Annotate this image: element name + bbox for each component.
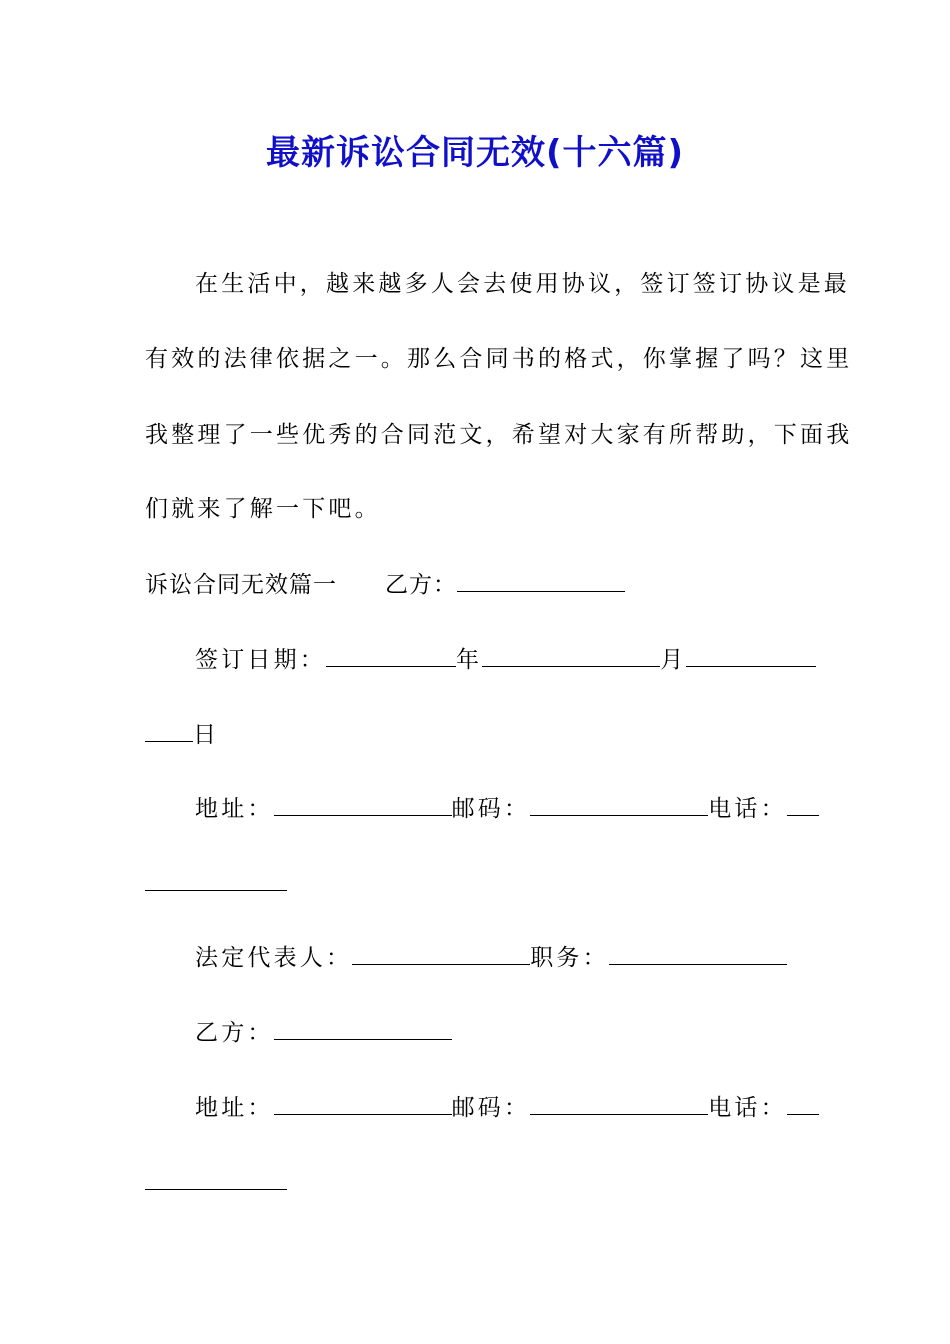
party-b-blank-2 (274, 1015, 452, 1040)
sign-date-year-label: 年 (456, 647, 483, 673)
intro-line-2: 有效的法律依据之一。那么合同书的格式，你掌握了吗？这里 (145, 346, 853, 372)
sign-date-day-blank (686, 642, 816, 667)
sign-date-day-label: 日 (193, 722, 220, 748)
phone-label-2: 电话： (708, 1095, 787, 1121)
sign-date-day-blank-cont (145, 717, 193, 742)
postcode-blank-2 (530, 1090, 708, 1115)
phone-blank (787, 791, 819, 816)
legal-rep-row (195, 940, 810, 975)
address-row-1-cont (145, 866, 810, 901)
party-b-blank (457, 567, 625, 592)
party-b-row (195, 1015, 810, 1050)
position-blank (609, 940, 787, 965)
address-label-2: 地址： (195, 1095, 274, 1121)
address-row-2 (195, 1090, 810, 1125)
postcode-blank (530, 791, 708, 816)
sign-date-month-label: 月 (660, 647, 687, 673)
intro-line-3: 我整理了一些优秀的合同范文，希望对大家有所帮助，下面我 (145, 422, 853, 448)
intro-line-4: 们就来了解一下吧。 (145, 496, 381, 522)
legal-rep-label: 法定代表人： (195, 945, 353, 971)
postcode-label: 邮码： (451, 796, 531, 822)
address-label: 地址： (195, 796, 274, 822)
phone-blank-2 (787, 1090, 819, 1115)
position-label: 职务： (530, 945, 609, 971)
party-b-label-2: 乙方： (195, 1020, 274, 1046)
address-row-2-cont (145, 1165, 810, 1200)
sign-date-row (195, 642, 810, 677)
postcode-label-2: 邮码： (451, 1095, 531, 1121)
phone-blank-cont (145, 866, 287, 891)
legal-rep-blank (352, 940, 530, 965)
section-heading-row (145, 567, 810, 602)
sign-date-row-cont (145, 717, 810, 752)
address-blank (274, 791, 452, 816)
address-row-1 (195, 791, 810, 826)
section-heading: 诉讼合同无效篇一 (145, 572, 337, 598)
sign-date-month-blank (482, 642, 660, 667)
phone-blank-2-cont (145, 1165, 287, 1190)
sign-date-label: 签订日期： (195, 647, 326, 673)
intro-line-1: 在生活中，越来越多人会去使用协议，签订签订协议是最 (195, 271, 850, 297)
sign-date-year-blank (326, 642, 456, 667)
party-b-label: 乙方： (385, 572, 457, 598)
phone-label: 电话： (708, 796, 787, 822)
document-title: 最新诉讼合同无效(十六篇) (265, 133, 685, 173)
address-blank-2 (274, 1090, 452, 1115)
